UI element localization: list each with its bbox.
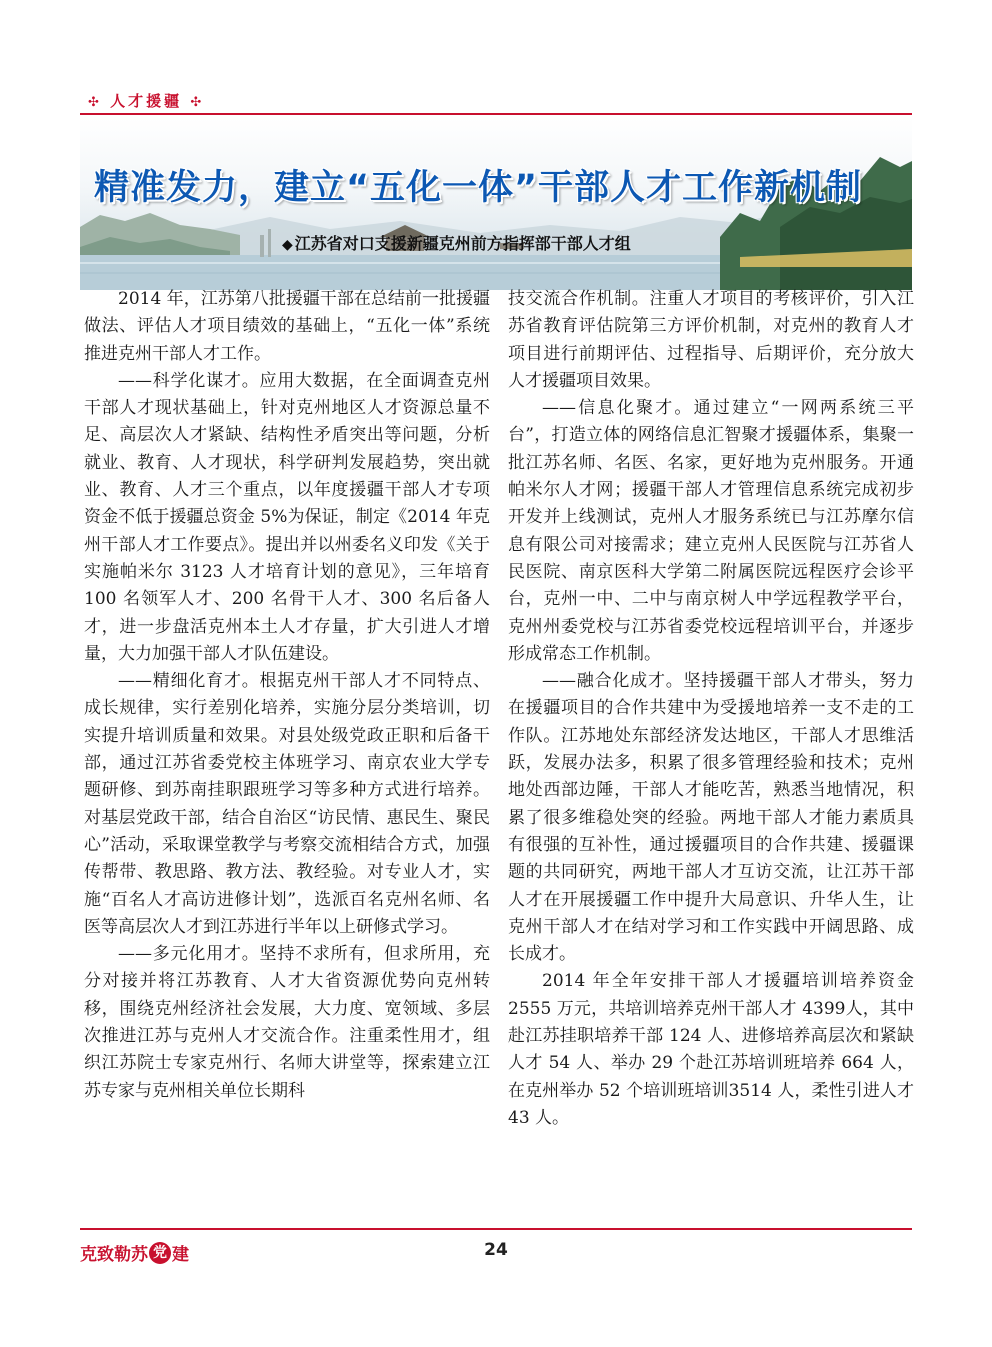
footer-divider — [80, 1228, 912, 1230]
section-label: 人才援疆 — [110, 92, 183, 110]
diamond-bullet-icon: ◆ — [282, 237, 293, 253]
article-title: 精准发力，建立“五化一体”干部人才工作新机制 — [94, 168, 863, 208]
paragraph-intro: 2014 年，江苏第八批援疆干部在总结前一批援疆做法、评估人才项目绩效的基础上，“五化一体”系统推进克州干部人才工作。 — [84, 289, 490, 364]
brand-name: 克致勒苏 — [80, 1245, 148, 1265]
section-tag — [88, 90, 204, 111]
article-column-left — [84, 286, 490, 1105]
paragraph-integration: ——融合化成才。坚持援疆干部人才带头，努力在援疆项目的合作共建中为受援地培养一支不走的工作队。江苏地处东部经济发达地区，干部人才思维活跃，发展办法多，积累了很多管理经验和技术；克州地处西部边陲，干部人才能吃苦，熟悉当地情况，积累了很多维稳处突的经验。两地干部人才能力素质具有很强的互补性，通过援疆项目的合作共建、援疆课题的共同研究，两地干部人才互访交流，让江苏干部人才在开展援疆工作中提升大局意识、升华人生，让克州干部人才在结对学习和工作实践中开阔思路、成长成才。 — [508, 671, 914, 965]
header-divider — [80, 113, 912, 115]
paragraph-scientific-planning: ——科学化谋才。应用大数据，在全面调查克州干部人才现状基础上，针对克州地区人才资源总量不足、高层次人才紧缺、结构性矛盾突出等问题，分析就业、教育、人才现状，科学研判发展趋势，突出就业、教育、人才三个重点，以年度援疆干部人才专项资金不低于援疆总资金 5%为保证，制定《2014 年克州干部人才工作要点》。提出并以州委名义印发《关于实施帕米尔 3123 人才培育计划的意见》，三年培育 100 名领军人才、200 名骨干人才、300 名后备人才，进一步盘活克州本土人才存量，扩大引进人才增量，大力加强干部人才队伍建设。 — [84, 370, 490, 664]
paragraph-informatization: ——信息化聚才。通过建立“一网两系统三平台”，打造立体的网络信息汇智聚才援疆体系，集聚一批江苏名师、名医、名家，更好地为克州服务。开通帕米尔人才网；援疆干部人才管理信息系统完成初步开发并上线测试，克州人才服务系统已与江苏摩尔信息有限公司对接需求；建立克州人民医院与江苏省人民医院、南京医科大学第二附属医院远程医疗会诊平台，克州一中、二中与南京树人中学远程教学平台，克州州委党校与江苏省委党校远程培训平台，并逐步形成常态工作机制。 — [508, 398, 914, 664]
page-number: 24 — [484, 1240, 508, 1260]
article-column-right — [508, 286, 914, 1132]
byline-text: 江苏省对口支援新疆克州前方指挥部干部人才组 — [294, 234, 631, 253]
byline — [282, 231, 631, 254]
brand-suffix: 建 — [172, 1245, 189, 1265]
paragraph-summary-figures: 2014 年全年安排干部人才援疆培训培养资金 2555 万元，共培训培养克州干部人才 4399人，其中赴江苏挂职培养干部 124 人、进修培养高层次和紧缺人才 54 人、举办 29 个赴江苏培训班培养 664 人，在克州举办 52 个培训班培训3514 人，柔性引进人才 43 人。 — [508, 971, 914, 1128]
paragraph-continued: 技交流合作机制。注重人才项目的考核评价，引入江苏省教育评估院第三方评价机制，对克州的教育人才项目进行前期评估、过程指导、后期评价，充分放大人才援疆项目效果。 — [508, 289, 914, 391]
paragraph-diversified-use: ——多元化用才。坚持不求所有，但求所用，充分对接并将江苏教育、人才大省资源优势向克州转移，围绕克州经济社会发展，大力度、宽领域、多层次推进江苏与克州人才交流合作。注重柔性用才，组织江苏院士专家克州行、名师大讲堂等，探索建立江苏专家与克州相关单位长期科 — [84, 944, 490, 1101]
ornament-right-icon: ✣ — [190, 95, 205, 110]
ornament-left-icon: ✣ — [88, 95, 102, 110]
paragraph-refined-cultivation: ——精细化育才。根据克州干部人才不同特点、成长规律，实行差别化培养，实施分层分类培训，切实提升培训质量和效果。对县处级党政正职和后备干部，通过江苏省委党校主体班学习、南京农业大学专题研修、到苏南挂职跟班学习等多种方式进行培养。对基层党政干部，结合自治区“访民情、惠民生、聚民心”活动，采取课堂教学与考察交流相结合方式，加强传帮带、教思路、教方法、教经验。对专业人才，实施“百名人才高访进修计划”，选派百名克州名师、名医等高层次人才到江苏进行半年以上研修式学习。 — [84, 671, 490, 937]
brand-circle-char: 党 — [149, 1242, 171, 1264]
